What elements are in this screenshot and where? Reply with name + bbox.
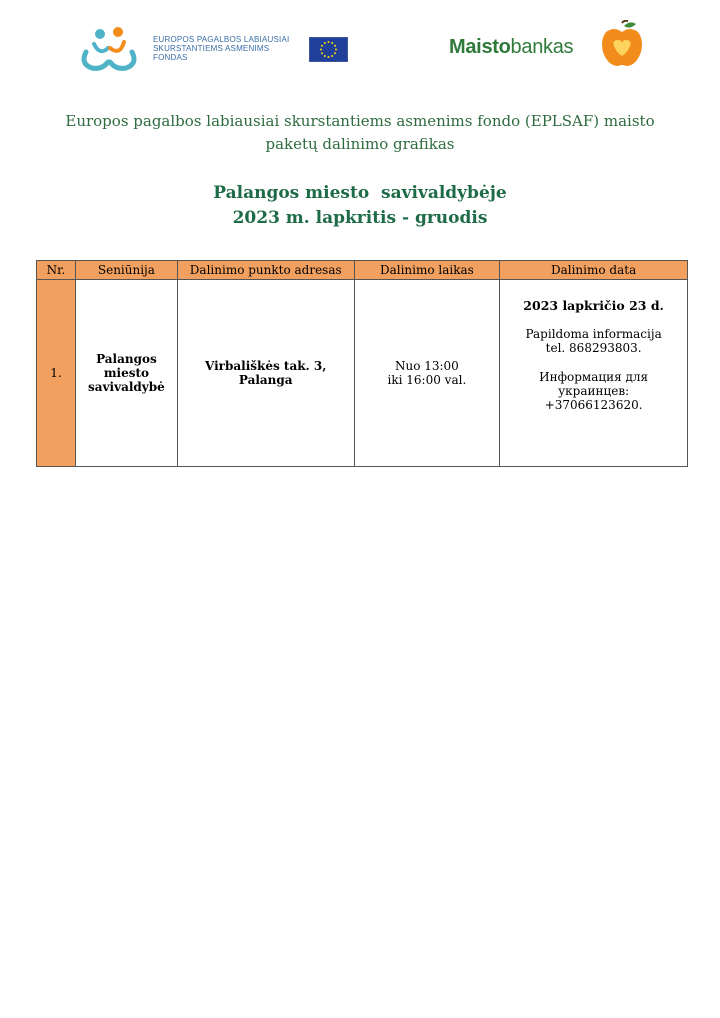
subtitle-line: paketų dalinimo grafikas bbox=[265, 135, 455, 153]
subtitle-line: Europos pagalbos labiausiai skurstantiems asmenims fondo (EPLSAF) maisto bbox=[65, 112, 655, 130]
address-line: Virbališkės tak. 3, bbox=[205, 359, 327, 373]
ua-info-phone: +37066123620. bbox=[544, 398, 643, 412]
table-row bbox=[37, 280, 688, 467]
ua-info-line: украинцев: bbox=[558, 384, 630, 398]
fund-name bbox=[153, 35, 303, 62]
header-seniunija: Seniūnija bbox=[75, 261, 177, 280]
brand-bold: Maisto bbox=[449, 36, 511, 58]
title-line: Palangos miesto savivaldybėje bbox=[213, 183, 507, 203]
time-line: iki 16:00 val. bbox=[387, 373, 467, 387]
fund-logo-icon bbox=[78, 22, 140, 72]
distribution-date: 2023 lapkričio 23 d. bbox=[523, 298, 664, 313]
seniunija-line: Palangos bbox=[96, 352, 157, 366]
document-subtitle bbox=[60, 110, 660, 156]
fund-name-line: EUROPOS PAGALBOS LABIAUSIAI bbox=[153, 35, 290, 44]
time-line: Nuo 13:00 bbox=[394, 359, 459, 373]
schedule-table bbox=[36, 260, 688, 467]
info-line: Papildoma informacija bbox=[525, 327, 662, 341]
header-nr: Nr. bbox=[37, 261, 76, 280]
brand-regular: bankas bbox=[510, 36, 574, 58]
ua-info-line: Информация для bbox=[539, 370, 649, 384]
seniunija-line: miesto bbox=[103, 366, 150, 380]
cell-time bbox=[354, 280, 500, 467]
apple-icon bbox=[600, 20, 644, 68]
header-address: Dalinimo punkto adresas bbox=[177, 261, 354, 280]
fund-name-line: FONDAS bbox=[153, 53, 188, 62]
maistobankas-logo bbox=[449, 36, 573, 59]
address-line: Palanga bbox=[238, 373, 293, 387]
document-title bbox=[60, 181, 660, 231]
table-header-row bbox=[37, 261, 688, 280]
fund-name-line: SKURSTANTIEMS ASMENIMS bbox=[153, 44, 270, 53]
seniunija-line: savivaldybė bbox=[88, 380, 165, 394]
cell-seniunija bbox=[75, 280, 177, 467]
eu-flag-icon bbox=[309, 37, 348, 62]
cell-nr: 1. bbox=[37, 280, 76, 467]
page-header bbox=[0, 0, 720, 90]
cell-date bbox=[500, 280, 688, 467]
info-phone: tel. 868293803. bbox=[545, 341, 642, 355]
header-time: Dalinimo laikas bbox=[354, 261, 500, 280]
title-line: 2023 m. lapkritis - gruodis bbox=[232, 208, 488, 228]
header-date: Dalinimo data bbox=[500, 261, 688, 280]
cell-address bbox=[177, 280, 354, 467]
